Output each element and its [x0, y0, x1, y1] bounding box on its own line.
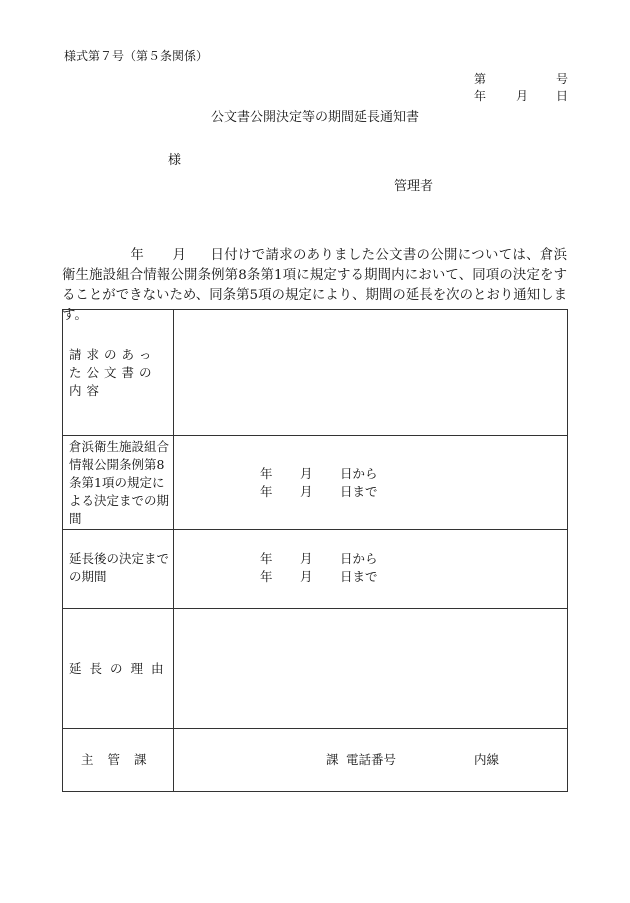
- table-row: [63, 609, 568, 729]
- department-label: 主管課: [63, 729, 174, 792]
- sender: 管理者: [394, 179, 434, 194]
- original-period-from: 年 月 日から: [260, 465, 378, 481]
- form-number-label: 様式第７号（第５条関係）: [64, 49, 209, 63]
- date-day: 日: [555, 89, 568, 103]
- extended-period-to: 年 月 日まで: [260, 569, 378, 584]
- extension-reason-value: [174, 609, 568, 729]
- table-row: [63, 530, 568, 609]
- request-content-label: 請求のあった公文書の内容: [63, 310, 174, 436]
- dept-suffix: 課: [326, 752, 339, 767]
- addressee: 様: [168, 153, 182, 168]
- table-row: [63, 436, 568, 530]
- date-year: 年: [474, 89, 487, 103]
- table-row: [63, 310, 568, 436]
- request-content-value: [174, 310, 568, 436]
- table-row: [63, 729, 568, 792]
- original-period-to: 年 月 日まで: [260, 483, 378, 499]
- document-number-line: [474, 70, 568, 86]
- extended-period-from: 年 月 日から: [260, 551, 378, 566]
- original-period-label: 倉浜衛生施設組合情報公開条例第8条第1項の規定による決定までの期間: [63, 436, 174, 530]
- document-title: 公文書公開決定等の期間延長通知書: [210, 110, 419, 125]
- date-month: 月: [516, 89, 529, 103]
- body-year: 年: [130, 248, 145, 263]
- number-suffix: 号: [555, 72, 568, 86]
- phone-label: 電話番号: [346, 752, 397, 767]
- body-month: 月: [172, 248, 187, 263]
- original-period-value: [174, 436, 568, 530]
- extended-period-label: 延長後の決定までの期間: [63, 530, 174, 609]
- number-prefix: 第: [474, 72, 487, 86]
- notice-table: [62, 309, 568, 792]
- document-date-line: [474, 87, 568, 103]
- extended-period-value: [174, 530, 568, 609]
- extension-label: 内線: [474, 752, 500, 767]
- extension-reason-label: 延長の理由: [63, 609, 174, 729]
- department-value: [174, 729, 568, 792]
- body-text: 日付けで請求のありました公文書の公開については、倉浜衛生施設組合情報公開条例第8条第1項に規定する期間内において、同項の決定をすることができないため、同条第5項の規定により、期間の延長を次のとおり通知します。: [62, 248, 568, 323]
